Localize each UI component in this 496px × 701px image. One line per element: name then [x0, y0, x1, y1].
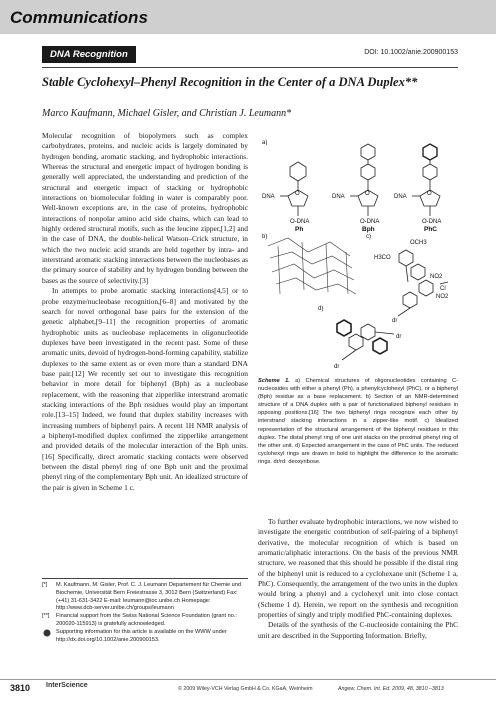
structure-name-phc: PhC — [424, 226, 437, 233]
section-header: Communications — [10, 8, 148, 27]
caption-text: a) Chemical structures of oligonucleotides containing C-nucleosides with either a phenyl (Ph), a phenylcyclohexyl (PhC), or a biphenyl (Bph) residue as a base replacement. b) Section of an NMR-determined structure of a DNA duplex with a pair of functionalized biphenyl residues in opposing positions.[16] The two biphenyl rings recognize each other by interstrand stacking interactions in a zipper-like motif. c) Idealized representation of the structural arrangement of the biphenyl residues in this duplex. The distal phenyl ring of one unit stacks on the proximal phenyl ring of the other unit. d) Expected arrangement in the case of PhC units. The reduced cyclohexyl rings are drawn in bold to highlight the difference to the aromatic rings. dr/rd: deoxyribose. — [258, 378, 458, 465]
footnote — [42, 582, 248, 613]
dna-label: DNA — [262, 194, 275, 200]
panel-label-d: d) — [318, 306, 324, 312]
benzene-ring — [361, 144, 375, 160]
doi[interactable]: DOI: 10.1002/anie.200900153 — [364, 49, 458, 56]
paragraph: Molecular recognition of biopolymers such as complex carbohydrates, proteins, and nucleic acids is largely dominated by hydrogen bonding, aromatic stacking, and hydrophobic interactions. Whereas the structural and energetic impact of hydrogen bonding is generally well appreciated, the understanding and prediction of the structural and energetic impact of stacking or hydrophobic interactions on biomolecular folding in water is comparably poor. Well-known exceptions are, in the case of proteins, hydrophobic interactions of nonpolar amino acid side chains, which can lead to highly ordered structural motifs, such as the leucine zipper,[1,2] and in the case of DNA, the double-helical Watson–Crick structure, in which the two nucleic acid strands are held together by intra- and interstrand aromatic stacking interactions between the nucleobases as the primary source of stability and by hydrogen bonding between the bases as the source of selectivity.[3] — [42, 131, 248, 285]
footnote-mark: [*] — [42, 582, 48, 588]
footnote-mark: [**] — [42, 613, 50, 620]
structure-name-bph: Bph — [362, 226, 375, 233]
o-dna-label: O-DNA — [422, 219, 442, 225]
och3-label: OCH3 — [410, 240, 427, 246]
top-rule — [42, 67, 458, 68]
no2-label: NO2 — [430, 274, 443, 280]
o-dna-label: O-DNA — [290, 219, 310, 225]
cyclohexane-ring — [337, 320, 351, 336]
cl-label: Cl — [440, 286, 446, 292]
nmr-duplex-structure — [268, 238, 356, 294]
footnotes — [42, 582, 248, 644]
dna-label: DNA — [332, 194, 345, 200]
dna-label: DNA — [394, 194, 407, 200]
topic-tag: DNA Recognition — [42, 46, 136, 63]
scheme-caption — [258, 377, 458, 466]
left-column — [42, 131, 248, 493]
footnote-text: Financial support from the Swiss National Science Foundation (grant no.: 200020-115913) is gratefully acknowledged. — [56, 613, 237, 627]
caption-label: Scheme 1. — [258, 378, 290, 384]
no2-label: NO2 — [436, 294, 449, 300]
paragraph: In attempts to probe aromatic stacking interactions[4,5] or to probe enzyme/nucleobase recognition,[6–8] and motivated by the search for novel orthogonal base pairs for the extension of the genetic alphabet,[9–11] the recognition properties of aromatic hydrophobic units as nucleobase replacements in oligonucleotide duplexes have been investigated in the recent past. Some of these aromatic units, devoid of hydrogen-bond-forming capability, stabilize duplexes to the same extent as or even more than a standard DNA base pair.[12] We recently set out to investigate this recognition behavior in more detail for biphenyl (Bph) as a nucleobase replacement, with the reasoning that zipperlike interstrand aromatic stacking interactions of the Bph residues would play an important role.[13–15] Indeed, we found that duplex stability increases with increasing numbers of biphenyl pairs. A recent 1H NMR analysis of a biphenyl-modified duplex confirmed the zipperlike arrangement and provided details of the molecular interaction of the Bph units.[16] Specifically, direct aromatic stacking contacts were observed between the distal phenyl ring of one Bph unit and the proximal phenyl ring of the complementary Bph unit. An idealized structure of the pair is given in Scheme 1 c. — [42, 286, 248, 492]
right-column — [258, 517, 458, 641]
dr-label: dr — [392, 318, 398, 324]
scheme-1-figure — [258, 134, 463, 374]
ring-oxygen-label: O — [427, 191, 432, 197]
footnote-rule — [42, 578, 248, 579]
cyclohexane-ring — [423, 144, 437, 160]
benzene-ring — [403, 292, 417, 308]
panel-label-b: b) — [262, 234, 268, 240]
journal-citation: Angew. Chem. Int. Ed. 2009, 48, 3810 –3813 — [338, 686, 444, 692]
benzene-ring — [419, 280, 433, 296]
benzene-ring — [399, 250, 413, 266]
panel-label-a: a) — [262, 140, 268, 146]
article-title: Stable Cyclohexyl–Phenyl Recognition in the Center of a DNA Duplex** — [42, 75, 418, 89]
structure-name-ph: Ph — [295, 226, 304, 233]
benzene-ring — [361, 324, 375, 340]
footnote-text: M. Kaufmann, M. Gisler, Prof. C. J. Leumann Departement für Chemie und Biochemie, Universität Bern Freiestrasse 3, 3012 Bern (Switzerland) Fax: (+41) 31-631-3422 E-mail: leumann@ioc.unibe.ch Homepage: http://www.dcb-server.unibe.ch/groups/leumann — [56, 582, 241, 612]
paragraph: To further evaluate hydrophobic interactions, we now wished to investigate the energetic contribution of self-pairing of a biphenyl derivative, the molecular recognition of which is based on aromatic/aliphatic interactions. On the basis of the previous NMR structure, we reasoned that this should be possible if the distal ring of the biphenyl unit is reduced to a cyclohexane unit (Scheme 1 a, PhC). Consequently, the arrangement of the two units in the duplex would bring a phenyl and a cyclohexyl unit into close contact (Scheme 1 d). Herein, we report on the synthesis and recognition properties of singly and triply modified PhC-containing duplexes. — [258, 517, 458, 620]
ring-oxygen-label: O — [365, 191, 370, 197]
benzene-ring — [411, 264, 425, 280]
footnote — [42, 613, 248, 629]
dr-label: dr — [396, 334, 402, 340]
benzene-ring — [290, 162, 306, 181]
footer-rule — [0, 679, 496, 680]
benzene-ring — [423, 164, 437, 180]
cyclohexane-ring — [373, 338, 387, 354]
wiley-interscience-logo: InterScience — [46, 682, 88, 689]
footnote[interactable] — [42, 629, 248, 645]
dr-label: dr — [334, 364, 340, 370]
supporting-info-icon — [42, 629, 56, 645]
panel-label-c: c) — [366, 234, 371, 240]
authors: Marco Kaufmann, Michael Gisler, and Christian J. Leumann* — [42, 108, 292, 119]
o-dna-label: O-DNA — [360, 219, 380, 225]
benzene-ring — [361, 164, 375, 180]
h3co-label: H3CO — [374, 255, 391, 261]
ring-oxygen-label: O — [295, 191, 300, 197]
copyright: © 2009 Wiley-VCH Verlag GmbH & Co. KGaA, Weinheim — [178, 686, 313, 692]
page-number: 3810 — [10, 683, 31, 693]
footnote-text: Supporting information for this article is available on the WWW under http://dx.doi.org/10.1002/anie.200900153. — [56, 628, 227, 643]
paragraph: Details of the synthesis of the C-nucleoside containing the PhC unit are described in the Supporting Information. Briefly, — [258, 620, 458, 640]
